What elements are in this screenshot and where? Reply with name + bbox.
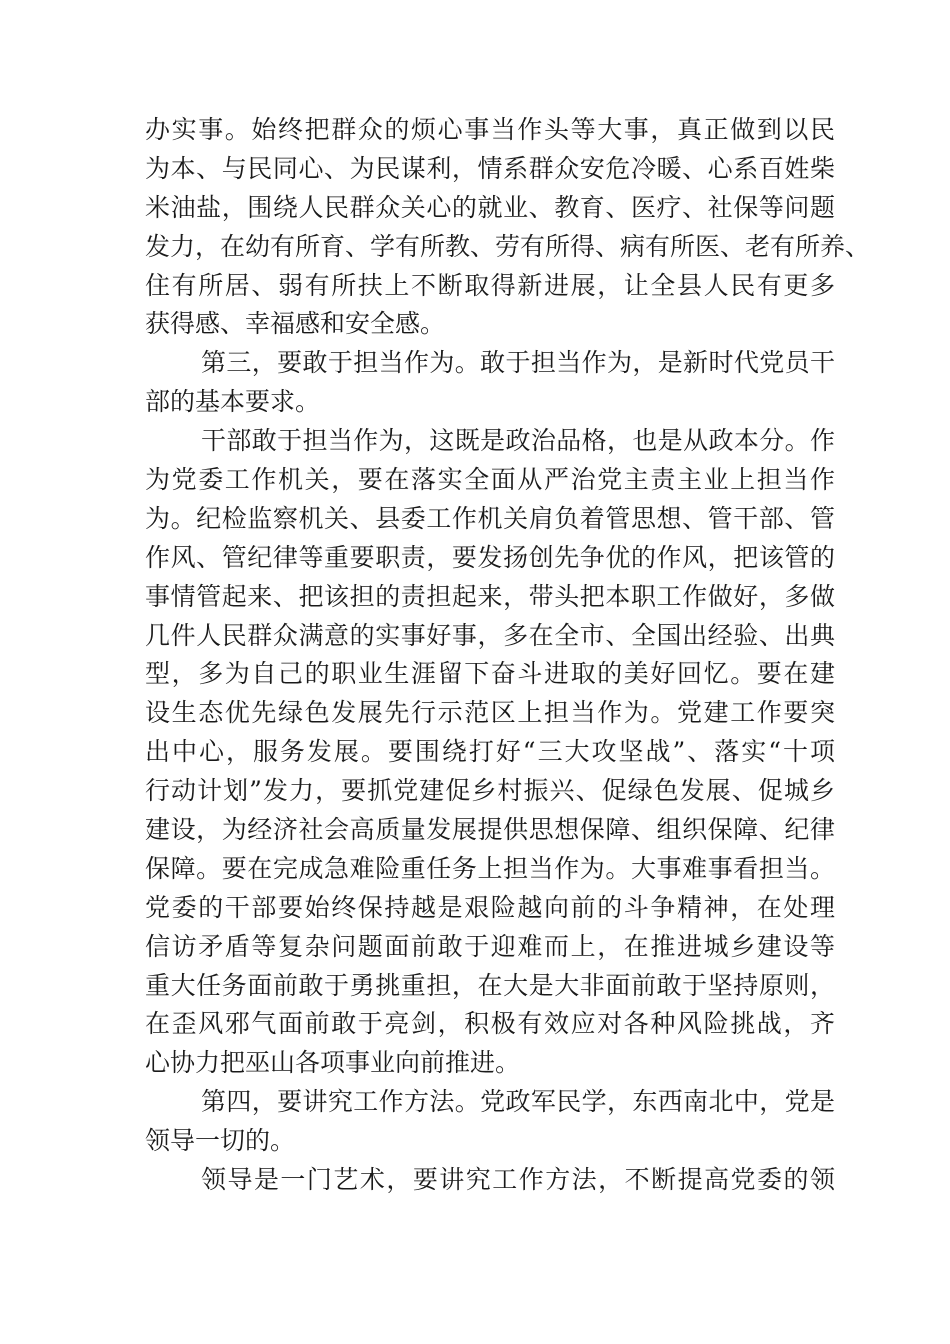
text-line: 型，多为自己的职业生涯留下奋斗进取的美好回忆。要在建 [145, 659, 835, 689]
text-line: 出中心，服务发展。要围绕打好“三大攻坚战”、落实“十项 [145, 737, 835, 767]
text-line: 获得感、幸福感和安全感。 [145, 309, 446, 339]
text-line: 第三，要敢于担当作为。敢于担当作为，是新时代党员干 [201, 348, 835, 378]
text-line: 设生态优先绿色发展先行示范区上担当作为。党建工作要突 [145, 698, 835, 728]
text-line: 第四，要讲究工作方法。党政军民学，东西南北中，党是 [201, 1087, 835, 1117]
text-line: 米油盐，围绕人民群众关心的就业、教育、医疗、社保等问题 [145, 192, 835, 222]
text-line: 住有所居、弱有所扶上不断取得新进展，让全县人民有更多 [145, 270, 835, 300]
text-line: 事情管起来、把该担的责担起来，带头把本职工作做好，多做 [145, 581, 835, 611]
text-line: 领导是一门艺术，要讲究工作方法，不断提高党委的领 [201, 1165, 835, 1195]
text-line: 党委的干部要始终保持越是艰险越向前的斗争精神，在处理 [145, 892, 835, 922]
text-line: 作风、管纪律等重要职责，要发扬创先争优的作风，把该管的 [145, 542, 835, 572]
text-line: 发力，在幼有所育、学有所教、劳有所得、病有所医、老有所养、 [145, 231, 871, 261]
text-line: 领导一切的。 [145, 1126, 296, 1156]
text-line: 为。纪检监察机关、县委工作机关肩负着管思想、管干部、管 [145, 503, 835, 533]
document-body [145, 111, 871, 1200]
text-line: 重大任务面前敢于勇挑重担，在大是大非面前敢于坚持原则， [145, 970, 835, 1000]
text-line: 行动计划”发力，要抓党建促乡村振兴、促绿色发展、促城乡 [145, 776, 835, 806]
text-line: 信访矛盾等复杂问题面前敢于迎难而上，在推进城乡建设等 [145, 931, 835, 961]
text-line: 为党委工作机关，要在落实全面从严治党主责主业上担当作 [145, 465, 835, 495]
text-line: 心协力把巫山各项事业向前推进。 [145, 1048, 521, 1078]
text-line: 建设，为经济社会高质量发展提供思想保障、组织保障、纪律 [145, 815, 835, 845]
text-line: 保障。要在完成急难险重任务上担当作为。大事难事看担当。 [145, 853, 835, 883]
text-line: 办实事。始终把群众的烦心事当作头等大事，真正做到以民 [145, 115, 835, 144]
text-line: 在歪风邪气面前敢于亮剑，积极有效应对各种风险挑战，齐 [145, 1009, 835, 1039]
text-line: 部的基本要求。 [145, 387, 321, 417]
text-line: 几件人民群众满意的实事好事，多在全市、全国出经验、出典 [145, 620, 835, 650]
text-line: 干部敢于担当作为，这既是政治品格，也是从政本分。作 [201, 426, 835, 456]
text-line: 为本、与民同心、为民谋利，情系群众安危冷暖、心系百姓柴 [145, 153, 835, 183]
